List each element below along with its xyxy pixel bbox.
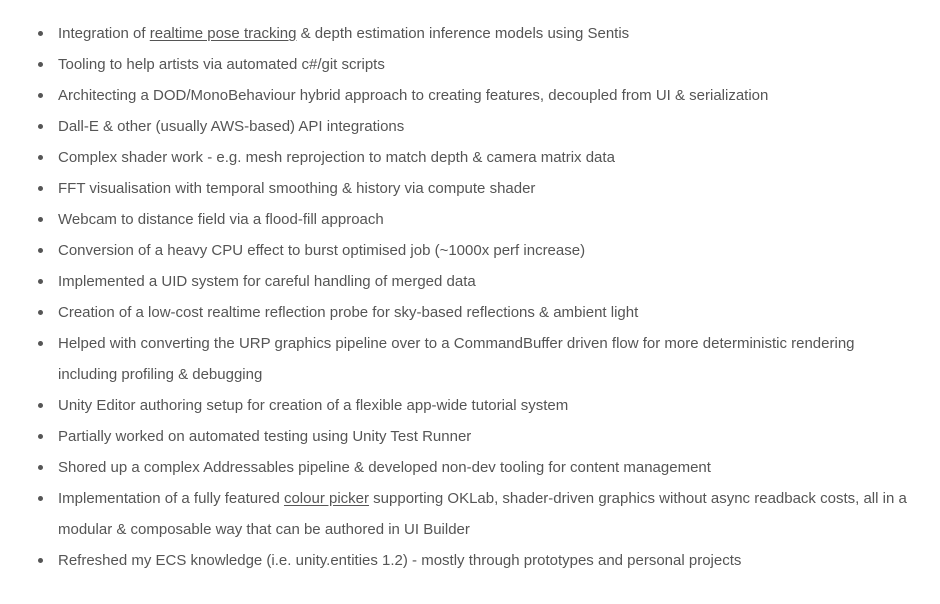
colour-picker-link[interactable]: colour picker [283, 490, 370, 507]
list-item [58, 390, 908, 421]
list-item [58, 18, 908, 49]
list-item-text: Complex shader work - e.g. mesh reprojection to match depth & camera matrix data [58, 149, 615, 166]
list-item-text: Shored up a complex Addressables pipeline & developed non-dev tooling for content management [58, 459, 711, 476]
list-item-text: Partially worked on automated testing using Unity Test Runner [58, 428, 472, 445]
list-item [58, 80, 908, 111]
list-item-text: Architecting a DOD/MonoBehaviour hybrid approach to creating features, decoupled from UI & serialization [58, 87, 769, 104]
list-item-text: FFT visualisation with temporal smoothing & history via compute shader [58, 180, 536, 197]
list-item [58, 452, 908, 483]
list-item [58, 266, 908, 297]
list-item-text: Tooling to help artists via automated c#/git scripts [58, 56, 385, 73]
list-item [58, 204, 908, 235]
list-item [58, 49, 908, 80]
list-item [58, 142, 908, 173]
list-item [58, 421, 908, 452]
list-item-text: Helped with converting the URP graphics pipeline over to a CommandBuffer driven flow for more deterministic rendering including profiling & debugging [58, 335, 855, 383]
list-item-text: Creation of a low-cost realtime reflection probe for sky-based reflections & ambient light [58, 304, 639, 321]
list-item-text: Refreshed my ECS knowledge (i.e. unity.entities 1.2) - mostly through prototypes and personal projects [58, 552, 742, 569]
list-item [58, 545, 908, 576]
list-item-text: Conversion of a heavy CPU effect to burst optimised job (~1000x perf increase) [58, 242, 586, 259]
list-item [58, 328, 908, 390]
list-item-text: Dall-E & other (usually AWS-based) API integrations [58, 118, 405, 135]
list-item [58, 173, 908, 204]
list-item [58, 235, 908, 266]
list-item-text: Unity Editor authoring setup for creation of a flexible app-wide tutorial system [58, 397, 569, 414]
realtime-pose-tracking-link[interactable]: realtime pose tracking [149, 25, 297, 42]
content-area [0, 18, 940, 576]
list-item-text: & depth estimation inference models using Sentis [296, 25, 630, 42]
list-item-text: supporting OKLab, shader-driven graphics without async readback costs, all in a modular & composable way that can be authored in UI Builder [58, 490, 907, 538]
list-item [58, 297, 908, 328]
list-item-text: Webcam to distance field via a flood-fill approach [58, 211, 384, 228]
list-item [58, 483, 908, 545]
list-item-text: Implementation of a fully featured [58, 490, 284, 507]
feature-list [0, 18, 908, 576]
list-item [58, 111, 908, 142]
list-item-text: Integration of [58, 25, 150, 42]
list-item-text: Implemented a UID system for careful handling of merged data [58, 273, 476, 290]
